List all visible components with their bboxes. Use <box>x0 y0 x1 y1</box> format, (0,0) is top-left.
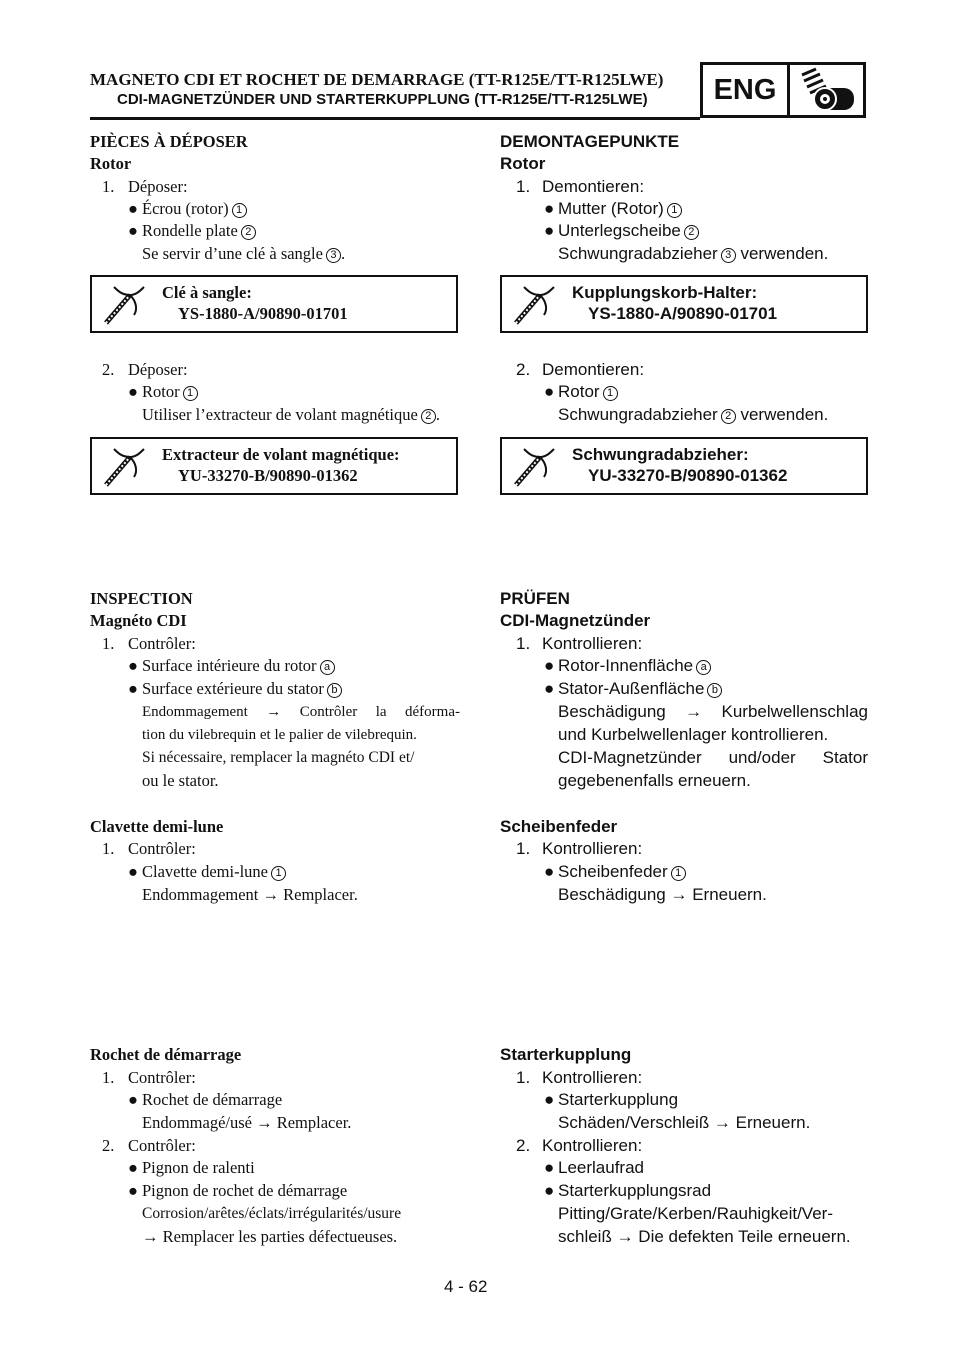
item-text: Surface intérieure du rotor <box>142 656 317 675</box>
bullet-dot-icon: ● <box>544 1158 555 1177</box>
tool-name: Kupplungskorb-Halter: <box>572 283 758 302</box>
de-step1-item2 <box>544 220 699 242</box>
bullet-dot-icon: ● <box>544 679 555 698</box>
fr-cdi-heading: Magnéto CDI <box>90 611 187 630</box>
tool-name: Extracteur de volant magnétique: <box>162 445 400 464</box>
bullet-dot-icon: ● <box>544 382 555 401</box>
item-text: Unterlegscheibe <box>558 221 681 240</box>
item-text: Rotor-Innenfläche <box>558 656 694 675</box>
de-step2-note <box>558 404 828 426</box>
de-tool-box-1 <box>500 275 868 333</box>
header-title-de: CDI-MAGNETZÜNDER UND STARTERKUPPLUNG (TT-R125E/TT-R125LWE) <box>117 91 648 108</box>
step-label: Contrôler: <box>128 1136 196 1155</box>
header-title-fr: MAGNETO CDI ET ROCHET DE DEMARRAGE (TT-R125E/TT-R125LWE) <box>90 70 664 89</box>
step-label: Déposer: <box>128 177 188 196</box>
fr-cdi-text4: ou le stator. <box>142 771 219 790</box>
de-cdi-step <box>516 633 642 655</box>
ref-marker: 2 <box>721 409 736 424</box>
fr-tool-box-2 <box>90 437 458 495</box>
item-text: Rondelle plate <box>142 221 238 240</box>
step-label: Kontrollieren: <box>542 1068 643 1087</box>
fr-inspection-heading: INSPECTION <box>90 589 193 608</box>
de-key-heading: Scheibenfeder <box>500 817 618 836</box>
fr-cdi-step <box>102 633 196 655</box>
fr-key-step <box>102 838 196 860</box>
tool-code: YU-33270-B/90890-01362 <box>588 466 788 485</box>
item-text: Surface extérieure du stator <box>142 679 324 698</box>
fr-step2-item1 <box>128 381 198 403</box>
de-cdi-text1: Beschädigung → Kurbelwellenschlag <box>558 702 868 721</box>
step-number: 1. <box>516 1068 531 1087</box>
item-text: Clavette demi-lune <box>142 862 268 881</box>
note-text: Schwungradabzieher <box>558 405 718 424</box>
fr-rotor-heading: Rotor <box>90 154 132 173</box>
fr-cdi-text1: Endommagement → Contrôler la déforma- <box>142 704 460 720</box>
de-key-step <box>516 838 642 860</box>
step-label: Kontrollieren: <box>542 1136 643 1155</box>
fr-step1-note: Se servir d’une clé à sangle 3 . <box>142 244 346 263</box>
de-cdi-text3: CDI-Magnetzünder und/oder Stator <box>558 748 868 767</box>
ref-marker: 2 <box>684 225 699 240</box>
fr-key-item1 <box>128 861 286 883</box>
ref-marker: 2 <box>241 225 256 240</box>
step-number: 2. <box>102 1136 115 1155</box>
ref-marker: b <box>327 683 342 698</box>
page-number: 4 - 62 <box>444 1277 488 1296</box>
language-badge: ENG <box>700 62 790 118</box>
step-number: 1. <box>102 839 115 858</box>
special-tool-icon <box>100 283 148 327</box>
de-inspection-heading: PRÜFEN <box>500 589 570 608</box>
fr-cdi-text3: Si nécessaire, remplacer la magnéto CDI et/ <box>142 749 415 766</box>
fr-clutch2-text1: Corrosion/arêtes/éclats/irrégularités/usure <box>142 1205 402 1222</box>
fr-cdi-text2: tion du vilebrequin et le palier de vilebrequin. <box>142 727 417 743</box>
bullet-dot-icon: ● <box>128 199 138 218</box>
step-number: 1. <box>102 177 115 196</box>
de-tool-box-2 <box>500 437 868 495</box>
bullet-dot-icon: ● <box>544 221 555 240</box>
de-cdi-text2: und Kurbelwellenlager kontrollieren. <box>558 725 829 744</box>
de-clutch-heading: Starterkupplung <box>500 1045 632 1064</box>
de-clutch2-text1: Pitting/Grate/Kerben/Rauhigkeit/Ver- <box>558 1204 833 1223</box>
special-tool-icon <box>100 445 148 489</box>
item-text: Écrou (rotor) <box>142 199 229 218</box>
bullet-dot-icon: ● <box>128 679 138 698</box>
item-text: Pignon de ralenti <box>142 1158 255 1177</box>
de-cdi-item1 <box>544 655 711 677</box>
ref-marker: a <box>320 660 335 675</box>
fr-clutch-heading: Rochet de démarrage <box>90 1045 242 1064</box>
tool-name: Clé à sangle: <box>162 283 252 302</box>
ref-marker: b <box>707 683 722 698</box>
fr-step1 <box>102 176 188 198</box>
ref-marker: 1 <box>183 386 198 401</box>
step-label: Contrôler: <box>128 634 196 653</box>
fr-removal-heading: PIÈCES À DÉPOSER <box>90 132 248 151</box>
fr-key-text: Endommagement → Remplacer. <box>142 885 358 904</box>
de-key-text: Beschädigung → Erneuern. <box>558 885 767 904</box>
de-step2 <box>516 359 644 381</box>
de-step1-note <box>558 243 828 265</box>
special-tool-icon <box>510 283 558 327</box>
fr-clutch2-step <box>102 1135 196 1157</box>
tool-code: YS-1880-A/90890-01701 <box>178 304 348 323</box>
tool-name: Schwungradabzieher: <box>572 445 749 464</box>
de-key-item1 <box>544 861 686 883</box>
ref-marker: 3 <box>721 248 736 263</box>
step-label: Kontrollieren: <box>542 634 643 653</box>
item-text: Rotor <box>558 382 600 401</box>
ref-marker: 1 <box>232 203 247 218</box>
ref-marker: a <box>696 660 711 675</box>
step-number: 1. <box>102 1068 115 1087</box>
item-text: Stator-Außenfläche <box>558 679 705 698</box>
fr-clutch2-item1 <box>128 1157 255 1179</box>
step-label: Contrôler: <box>128 839 196 858</box>
step-number: 2. <box>102 360 115 379</box>
bullet-dot-icon: ● <box>128 382 138 401</box>
bullet-dot-icon: ● <box>544 1181 555 1200</box>
de-step1 <box>516 176 644 198</box>
step-number: 2. <box>516 360 531 379</box>
fr-clutch2-text2: → Remplacer les parties défectueuses. <box>142 1227 398 1246</box>
de-clutch2-text2: schleiß → Die defekten Teile erneuern. <box>558 1227 851 1246</box>
engine-parts-icon <box>790 62 866 118</box>
item-text: Starterkupplung <box>558 1090 679 1109</box>
step-label: Kontrollieren: <box>542 839 643 858</box>
de-clutch2-item2 <box>544 1180 711 1202</box>
step-number: 1. <box>102 634 115 653</box>
fr-step1-item1 <box>128 198 247 220</box>
fr-clutch2-item2 <box>128 1180 347 1202</box>
bullet-dot-icon: ● <box>544 862 555 881</box>
ref-marker: 1 <box>271 866 286 881</box>
step-label: Contrôler: <box>128 1068 196 1087</box>
item-text: Scheibenfeder <box>558 862 668 881</box>
de-cdi-heading: CDI-Magnetzünder <box>500 611 651 630</box>
de-clutch2-step <box>516 1135 642 1157</box>
ref-marker: 3 <box>326 248 341 263</box>
de-rotor-heading: Rotor <box>500 154 546 173</box>
fr-key-heading: Clavette demi-lune <box>90 817 224 836</box>
note-text-end: verwenden. <box>740 244 829 263</box>
special-tool-icon <box>510 445 558 489</box>
note-text-end: verwenden. <box>740 405 829 424</box>
step-label: Déposer: <box>128 360 188 379</box>
item-text: Rochet de démarrage <box>142 1090 283 1109</box>
tool-code: YU-33270-B/90890-01362 <box>178 466 358 485</box>
fr-clutch1-item <box>128 1089 282 1111</box>
de-removal-heading: DEMONTAGEPUNKTE <box>500 132 680 151</box>
de-clutch1-text: Schäden/Verschleiß → Erneuern. <box>558 1113 811 1132</box>
step-label: Demontieren: <box>542 177 645 196</box>
step-number: 1. <box>516 177 531 196</box>
ref-marker: 1 <box>667 203 682 218</box>
step-number: 1. <box>516 634 531 653</box>
de-clutch1-step <box>516 1067 642 1089</box>
ref-marker: 1 <box>671 866 686 881</box>
item-text: Mutter (Rotor) <box>558 199 664 218</box>
de-clutch1-item <box>544 1089 678 1111</box>
item-text: Pignon de rochet de démarrage <box>142 1181 348 1200</box>
de-step1-item1 <box>544 198 682 220</box>
fr-cdi-item2 <box>128 678 342 700</box>
item-text: Rotor <box>142 382 180 401</box>
bullet-dot-icon: ● <box>128 862 138 881</box>
step-number: 1. <box>516 839 531 858</box>
fr-step2 <box>102 359 188 381</box>
bullet-dot-icon: ● <box>544 1090 555 1109</box>
fr-tool-box-1 <box>90 275 458 333</box>
bullet-dot-icon: ● <box>544 656 555 675</box>
step-number: 2. <box>516 1136 531 1155</box>
header-rule <box>90 117 700 120</box>
note-text: Utiliser l’extracteur de volant magnétique <box>142 405 418 424</box>
fr-cdi-item1 <box>128 655 335 677</box>
bullet-dot-icon: ● <box>128 1181 138 1200</box>
fr-step1-item2 <box>128 220 256 242</box>
fr-clutch1-text: Endommagé/usé → Remplacer. <box>142 1113 352 1132</box>
fr-clutch1-step <box>102 1067 196 1089</box>
fr-step2-note: Utiliser l’extracteur de volant magnétique 2 . <box>142 405 440 424</box>
bullet-dot-icon: ● <box>128 221 138 240</box>
de-cdi-item2 <box>544 678 722 700</box>
note-text: Se servir d’une clé à sangle <box>142 244 323 263</box>
de-clutch2-item1 <box>544 1157 644 1179</box>
ref-marker: 1 <box>603 386 618 401</box>
bullet-dot-icon: ● <box>544 199 555 218</box>
de-step2-item1 <box>544 381 618 403</box>
bullet-dot-icon: ● <box>128 1158 138 1177</box>
ref-marker: 2 <box>421 409 436 424</box>
item-text: Starterkupplungsrad <box>558 1181 712 1200</box>
bullet-dot-icon: ● <box>128 1090 138 1109</box>
tool-code: YS-1880-A/90890-01701 <box>588 304 778 323</box>
item-text: Leerlaufrad <box>558 1158 645 1177</box>
note-text: Schwungradabzieher <box>558 244 718 263</box>
step-label: Demontieren: <box>542 360 645 379</box>
bullet-dot-icon: ● <box>128 656 138 675</box>
de-cdi-text4: gegebenenfalls erneuern. <box>558 771 751 790</box>
